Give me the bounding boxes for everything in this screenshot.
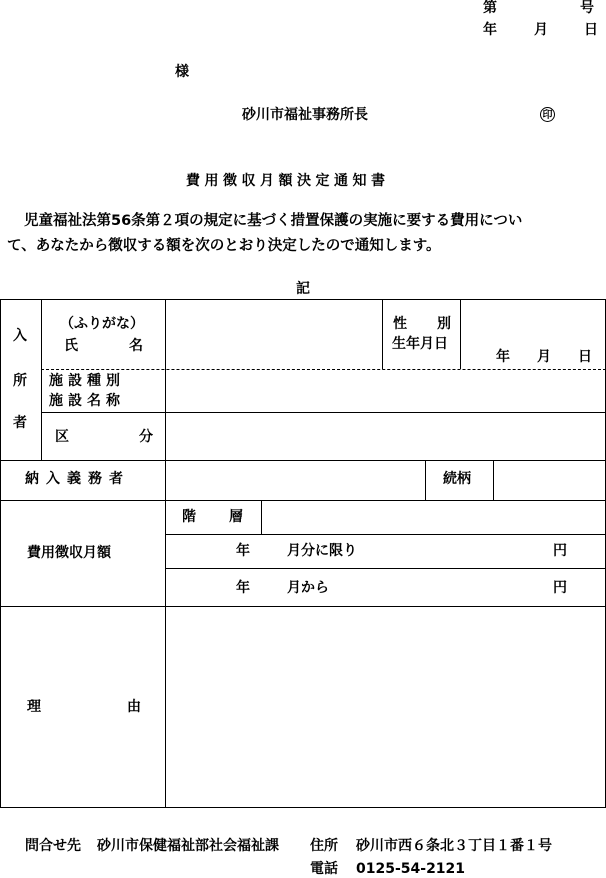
from-yen: 円 <box>553 580 567 596</box>
limit-bottom-divider <box>165 568 606 569</box>
kubun-char-2: 分 <box>139 429 153 445</box>
birth-month: 月 <box>537 349 551 365</box>
seibetsu-char-2: 別 <box>437 316 451 332</box>
date-year: 年 <box>483 22 497 38</box>
address-value: 砂川市西６条北３丁目１番１号 <box>356 838 552 854</box>
birth-year: 年 <box>496 349 510 365</box>
zokugara-label: 続柄 <box>443 471 471 487</box>
limit-year: 年 <box>236 543 250 559</box>
table-left-border <box>0 299 1 808</box>
kaiso-char-2: 層 <box>229 509 243 525</box>
from-year: 年 <box>236 580 250 596</box>
address-label: 住所 <box>310 838 338 854</box>
issuer-name: 砂川市福祉事務所長 <box>242 107 368 123</box>
nyusho-divider <box>41 299 42 460</box>
zokugara-left-divider <box>425 460 426 500</box>
shisetsu-meisho-label: 施設名称 <box>49 393 125 409</box>
furigana-label: （ふりがな） <box>60 316 144 332</box>
seal-mark: 印 <box>540 107 555 122</box>
nyusho-char-3: 者 <box>13 415 27 431</box>
phone-label: 電話 <box>310 861 338 877</box>
shimei-dashed-divider <box>41 369 606 370</box>
body-line-1: 児童福祉法第56条第２項の規定に基づく措置保護の実施に要する費用につい <box>24 213 523 229</box>
nonyu-bottom-divider <box>0 500 606 501</box>
addressee-suffix: 様 <box>175 64 189 80</box>
contact-label: 問合せ先 <box>25 838 81 854</box>
phone-value: 0125-54-2121 <box>356 861 466 877</box>
number-go: 号 <box>580 0 594 16</box>
birth-day: 日 <box>578 349 592 365</box>
seibetsu-char-1: 性 <box>393 316 407 332</box>
nyusho-char-1: 入 <box>13 328 27 344</box>
body-line-2: て、あなたから徴収する額を次のとおり決定したので通知します。 <box>7 238 441 254</box>
kaiso-bottom-divider <box>165 534 606 535</box>
kaiso-divider <box>261 500 262 534</box>
riyu-char-1: 理 <box>27 699 41 715</box>
nonyu-gimusha-label: 納入義務者 <box>25 471 130 487</box>
table-top-border <box>0 299 606 300</box>
riyu-char-2: 由 <box>127 699 141 715</box>
birthdate-label: 生年月日 <box>392 336 448 352</box>
shisetsu-shubetsu-label: 施設種別 <box>49 373 125 389</box>
seibetsu-left-divider <box>382 299 383 369</box>
table-bottom-border <box>0 807 606 808</box>
hiyo-label: 費用徴収月額 <box>27 545 111 561</box>
seibetsu-right-divider <box>460 299 461 369</box>
number-dai: 第 <box>483 0 497 16</box>
limit-yen: 円 <box>553 543 567 559</box>
kubun-char-1: 区 <box>55 429 69 445</box>
hiyo-bottom-divider <box>0 606 606 607</box>
zokugara-right-divider <box>493 460 494 500</box>
ki-label: 記 <box>296 281 310 297</box>
department-name: 砂川市保健福祉部社会福祉課 <box>97 838 279 854</box>
shimei-char-1: 氏 <box>64 338 78 354</box>
shisetsu-divider <box>41 412 606 413</box>
limit-month: 月分に限り <box>287 543 357 559</box>
nyusho-char-2: 所 <box>13 373 27 389</box>
date-month: 月 <box>534 22 548 38</box>
kaiso-char-1: 階 <box>182 509 196 525</box>
document-title: 費用徴収月額決定通知書 <box>186 173 390 189</box>
date-day: 日 <box>584 22 598 38</box>
from-month: 月から <box>287 580 329 596</box>
shimei-char-2: 名 <box>129 338 143 354</box>
label-column-divider <box>165 299 166 808</box>
nyusho-bottom-divider <box>0 460 606 461</box>
